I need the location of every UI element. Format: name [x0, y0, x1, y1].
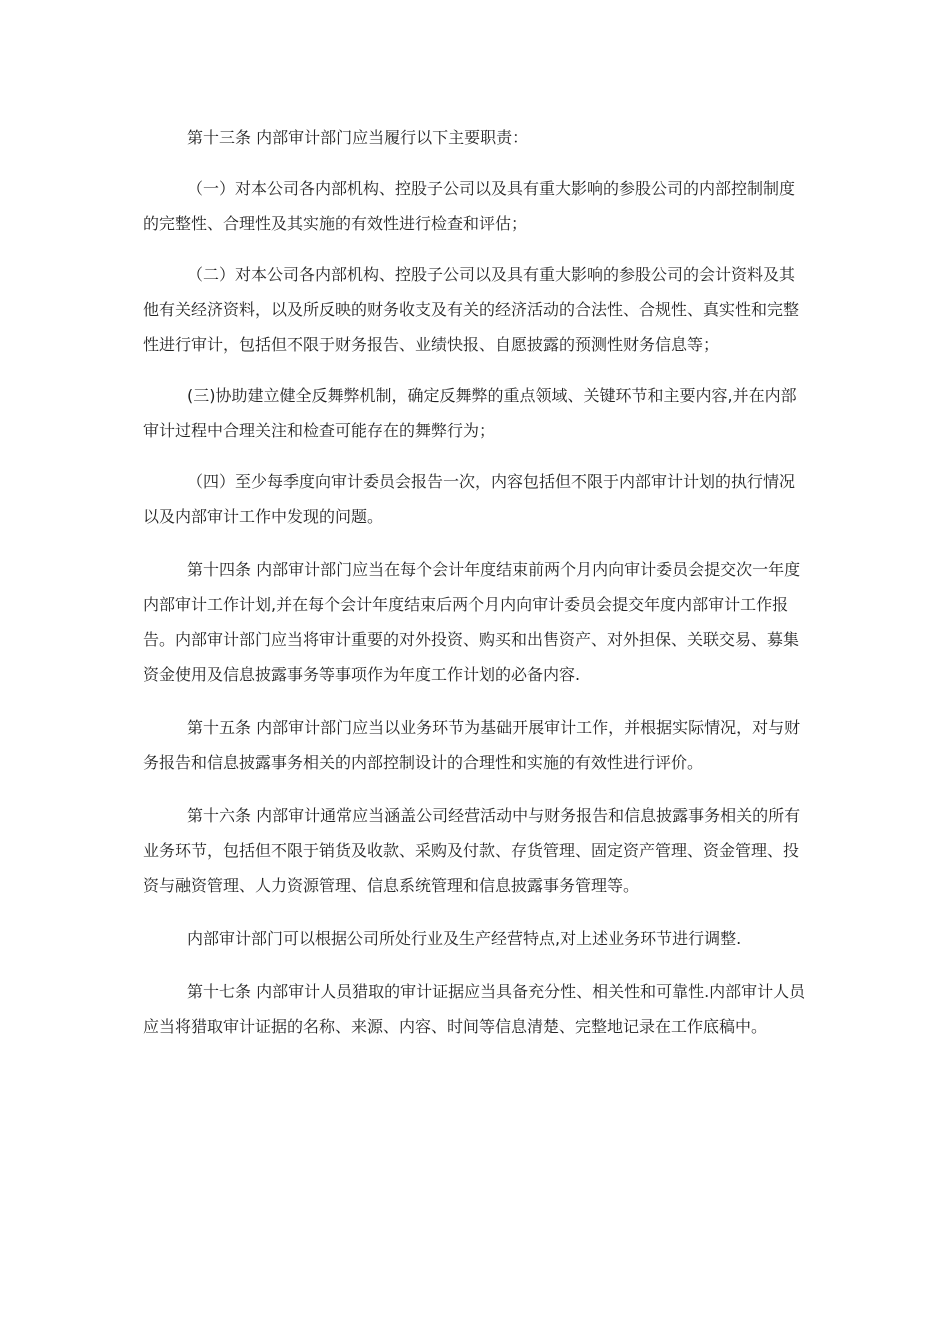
article-13-item-1: （一）对本公司各内部机构、控股子公司以及具有重大影响的参股公司的内部控制制度的完整性、合理性及其实施的有效性进行检查和评估；	[143, 179, 796, 233]
article-16: 第十六条 内部审计通常应当涵盖公司经营活动中与财务报告和信息披露事务相关的所有业务环节，包括但不限于销货及收款、采购及付款、存货管理、固定资产管理、资金管理、投资与融资管理、人力资源管理、信息系统管理和信息披露事务管理等。	[143, 806, 801, 895]
article-13-item-2: （二）对本公司各内部机构、控股子公司以及具有重大影响的参股公司的会计资料及其他有关经济资料，以及所反映的财务收支及有关的经济活动的合法性、合规性、真实性和完整性进行审计，包括但不限于财务报告、业绩快报、自愿披露的预测性财务信息等；	[143, 265, 800, 354]
article-17: 第十七条 内部审计人员猎取的审计证据应当具备充分性、相关性和可靠性.内部审计人员应当将猎取审计证据的名称、来源、内容、时间等信息清楚、完整地记录在工作底稿中。	[143, 982, 806, 1036]
article-13-heading: 第十三条 内部审计部门应当履行以下主要职责：	[187, 128, 529, 147]
article-13-item-4: （四）至少每季度向审计委员会报告一次，内容包括但不限于内部审计计划的执行情况以及内部审计工作中发现的问题。	[143, 472, 796, 526]
article-15: 第十五条 内部审计部门应当以业务环节为基础开展审计工作，并根据实际情况，对与财务报告和信息披露事务相关的内部控制设计的合理性和实施的有效性进行评价。	[143, 718, 801, 772]
article-13-item-3: (三)协助建立健全反舞弊机制，确定反舞弊的重点领域、关键环节和主要内容,并在内部审计过程中合理关注和检查可能存在的舞弊行为；	[143, 386, 797, 440]
document-body	[143, 120, 809, 1044]
article-16-note: 内部审计部门可以根据公司所处行业及生产经营特点,对上述业务环节进行调整.	[187, 929, 742, 948]
article-14: 第十四条 内部审计部门应当在每个会计年度结束前两个月内向审计委员会提交次一年度内部审计工作计划,并在每个会计年度结束后两个月内向审计委员会提交年度内部审计工作报告。内部审计部门应当将审计重要的对外投资、购买和出售资产、对外担保、关联交易、募集资金使用及信息披露事务等事项作为年度工作计划的必备内容.	[143, 560, 801, 684]
